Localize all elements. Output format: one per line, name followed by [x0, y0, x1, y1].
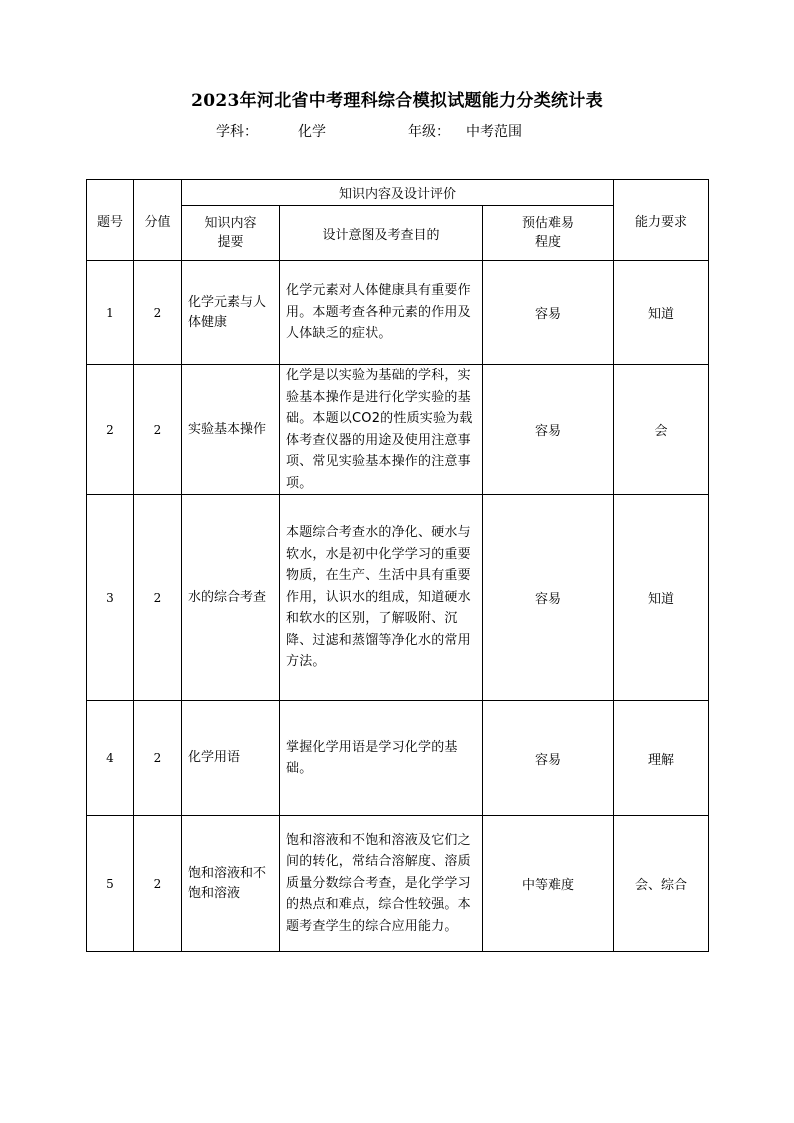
header-difficulty-line1: 预估难易: [522, 216, 575, 231]
row-question-no: 4: [87, 701, 134, 816]
row-design: 化学元素对人体健康具有重要作用。本题考查各种元素的作用及人体缺乏的症状。: [280, 261, 483, 365]
grade-value: 中考范围: [466, 124, 522, 140]
row-knowledge: 饱和溶液和不饱和溶液: [182, 816, 280, 952]
table-row: [87, 261, 709, 365]
table-row: [87, 701, 709, 816]
row-ability: 会、综合: [614, 816, 709, 952]
row-score: 2: [134, 816, 182, 952]
header-knowledge-line2: 提要: [217, 235, 244, 250]
row-score: 2: [134, 261, 182, 365]
row-ability: 知道: [614, 495, 709, 701]
row-knowledge: 化学用语: [182, 701, 280, 816]
header-difficulty-line2: 程度: [535, 235, 562, 250]
row-score: 2: [134, 495, 182, 701]
row-question-no: 2: [87, 365, 134, 495]
row-question-no: 1: [87, 261, 134, 365]
row-ability: 会: [614, 365, 709, 495]
subject-value: 化学: [298, 124, 326, 140]
row-ability: 知道: [614, 261, 709, 365]
row-ability: 理解: [614, 701, 709, 816]
row-score: 2: [134, 365, 182, 495]
row-knowledge: 水的综合考查: [182, 495, 280, 701]
row-difficulty: 中等难度: [483, 816, 614, 952]
subject-label: 学科：: [216, 124, 258, 140]
table-row: [87, 495, 709, 701]
statistics-table: [86, 179, 709, 952]
row-knowledge: 化学元素与人体健康: [182, 261, 280, 365]
header-question-no: 题号: [87, 180, 134, 261]
row-design: 饱和溶液和不饱和溶液及它们之间的转化，常结合溶解度、溶质质量分数综合考查，是化学学习的热点和难点，综合性较强。本题考查学生的综合应用能力。: [280, 816, 483, 952]
row-question-no: 3: [87, 495, 134, 701]
row-design: 化学是以实验为基础的学科，实验基本操作是进行化学实验的基础。本题以CO2的性质实验为载体考查仪器的用途及使用注意事项、常见实验基本操作的注意事项。: [280, 365, 483, 495]
row-knowledge: 实验基本操作: [182, 365, 280, 495]
table-row: [87, 816, 709, 952]
row-difficulty: 容易: [483, 701, 614, 816]
row-difficulty: 容易: [483, 365, 614, 495]
row-design: 掌握化学用语是学习化学的基础。: [280, 701, 483, 816]
document-title: 2023年河北省中考理科综合模拟试题能力分类统计表: [191, 91, 603, 111]
row-difficulty: 容易: [483, 495, 614, 701]
header-knowledge: [182, 206, 280, 261]
header-design: 设计意图及考查目的: [280, 206, 483, 261]
table-row: [87, 365, 709, 495]
grade-label: 年级：: [408, 124, 450, 140]
header-ability: 能力要求: [614, 180, 709, 261]
header-score: 分值: [134, 180, 182, 261]
row-difficulty: 容易: [483, 261, 614, 365]
header-knowledge-group: 知识内容及设计评价: [182, 180, 614, 206]
table-header-row: [87, 180, 709, 206]
row-score: 2: [134, 701, 182, 816]
header-difficulty: [483, 206, 614, 261]
row-design: 本题综合考查水的净化、硬水与软水，水是初中化学学习的重要物质，在生产、生活中具有重要作用，认识水的组成，知道硬水和软水的区别，了解吸附、沉降、过滤和蒸馏等净化水的常用方法。: [280, 495, 483, 701]
row-question-no: 5: [87, 816, 134, 952]
header-knowledge-line1: 知识内容: [204, 216, 257, 231]
